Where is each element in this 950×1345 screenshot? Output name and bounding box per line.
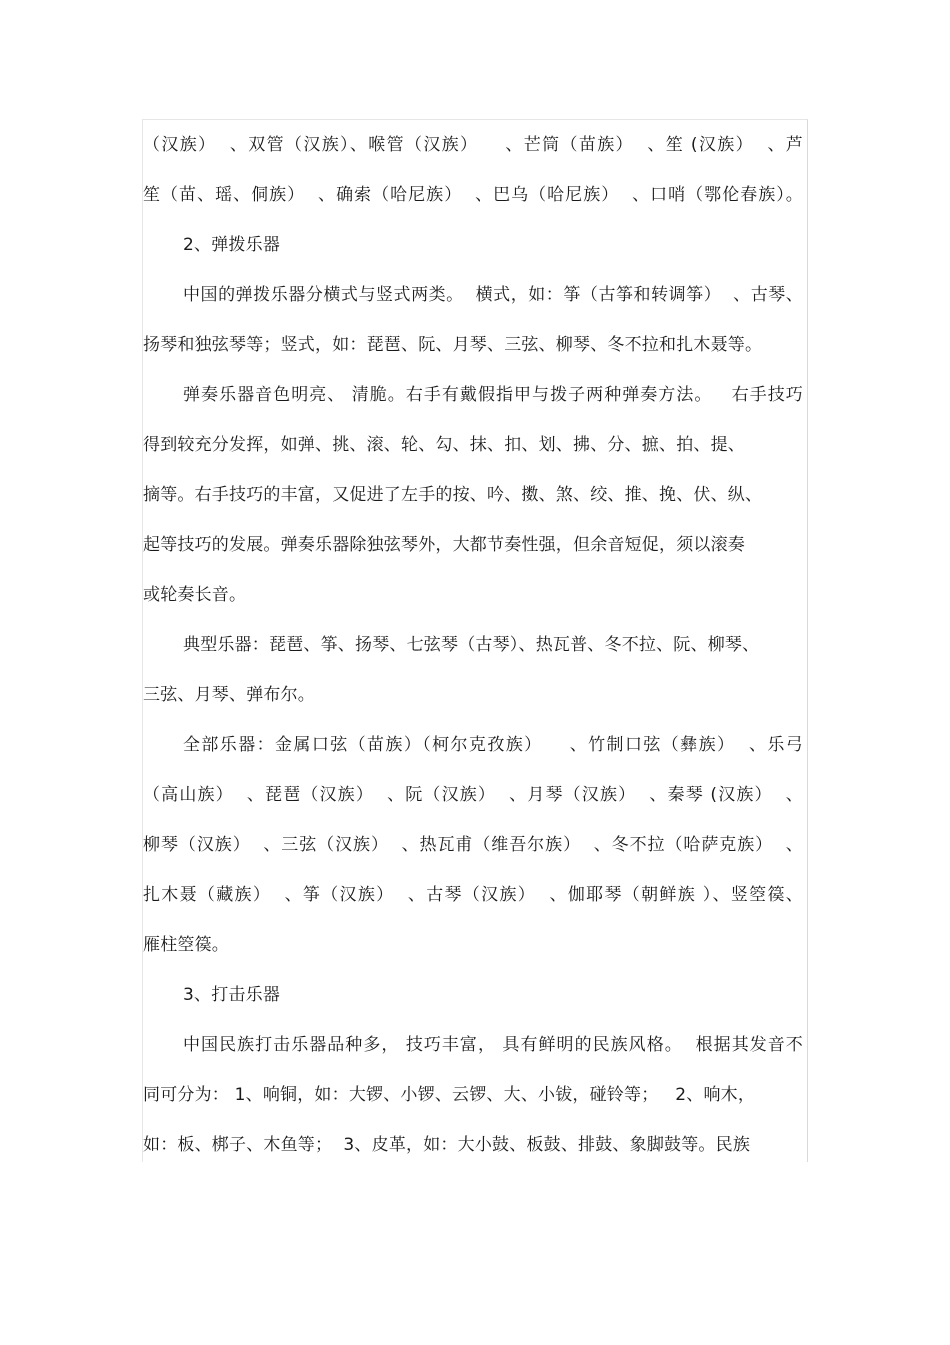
text-line: 扬琴和独弦琴等；竖式，如：琵琶、阮、月琴、三弦、柳琴、冬不拉和扎木聂等。	[143, 335, 763, 355]
text-line: 如：板、梆子、木鱼等； 3、皮革，如：大小鼓、板鼓、排鼓、象脚鼓等。民族	[143, 1135, 751, 1155]
text-line: 柳琴（汉族） 、三弦（汉族） 、热瓦甫（维吾尔族） 、冬不拉（哈萨克族） 、	[143, 835, 803, 855]
text-line: （高山族） 、琵琶（汉族） 、阮（汉族） 、月琴（汉族） 、秦琴 (汉族） 、	[143, 785, 803, 805]
text-line: 雁柱箜篌。	[143, 935, 229, 955]
text-line: 笙（苗、瑶、侗族） 、确索（哈尼族） 、巴乌（哈尼族） 、口哨（鄂伦春族）。	[143, 185, 803, 205]
text-line: 得到较充分发挥，如弹、挑、滚、轮、勾、抹、扣、划、拂、分、摭、拍、提、	[143, 435, 745, 455]
text-line: 摘等。右手技巧的丰富，又促进了左手的按、吟、擞、煞、绞、推、挽、伏、纵、	[143, 485, 763, 505]
text-line: 典型乐器：琵琶、筝、扬琴、七弦琴（古琴）、热瓦普、冬不拉、阮、柳琴、	[183, 635, 760, 655]
section-heading-plucked: 2、弹拨乐器	[183, 235, 281, 255]
text-line: 起等技巧的发展。弹奏乐器除独弦琴外，大都节奏性强，但余音短促，须以滚奏	[143, 535, 745, 555]
text-line: 弹奏乐器音色明亮、 清脆。右手有戴假指甲与拨子两种弹奏方法。 右手技巧	[183, 385, 803, 405]
section-heading-percussion: 3、打击乐器	[183, 985, 281, 1005]
text-line: 全部乐器：金属口弦（苗族）（柯尔克孜族） 、竹制口弦（彝族） 、乐弓	[183, 735, 803, 755]
text-line: 中国的弹拨乐器分横式与竖式两类。 横式，如：筝（古筝和转调筝） 、古琴、	[183, 285, 803, 305]
text-line: 中国民族打击乐器品种多， 技巧丰富， 具有鲜明的民族风格。 根据其发音不	[183, 1035, 803, 1055]
text-line: 三弦、月琴、弹布尔。	[143, 685, 315, 705]
text-line: （汉族） 、双管（汉族）、喉管（汉族） 、芒筒（苗族） 、笙 (汉族） 、芦	[143, 135, 803, 155]
text-line: 同可分为： 1、响铜，如：大锣、小锣、云锣、大、小钹，碰铃等； 2、响木，	[143, 1085, 756, 1105]
text-column	[142, 119, 808, 1162]
text-line: 或轮奏长音。	[143, 585, 247, 605]
text-line: 扎木聂（藏族） 、筝（汉族） 、古琴（汉族） 、伽耶琴（朝鲜族 ）、竖箜篌、	[143, 885, 803, 905]
